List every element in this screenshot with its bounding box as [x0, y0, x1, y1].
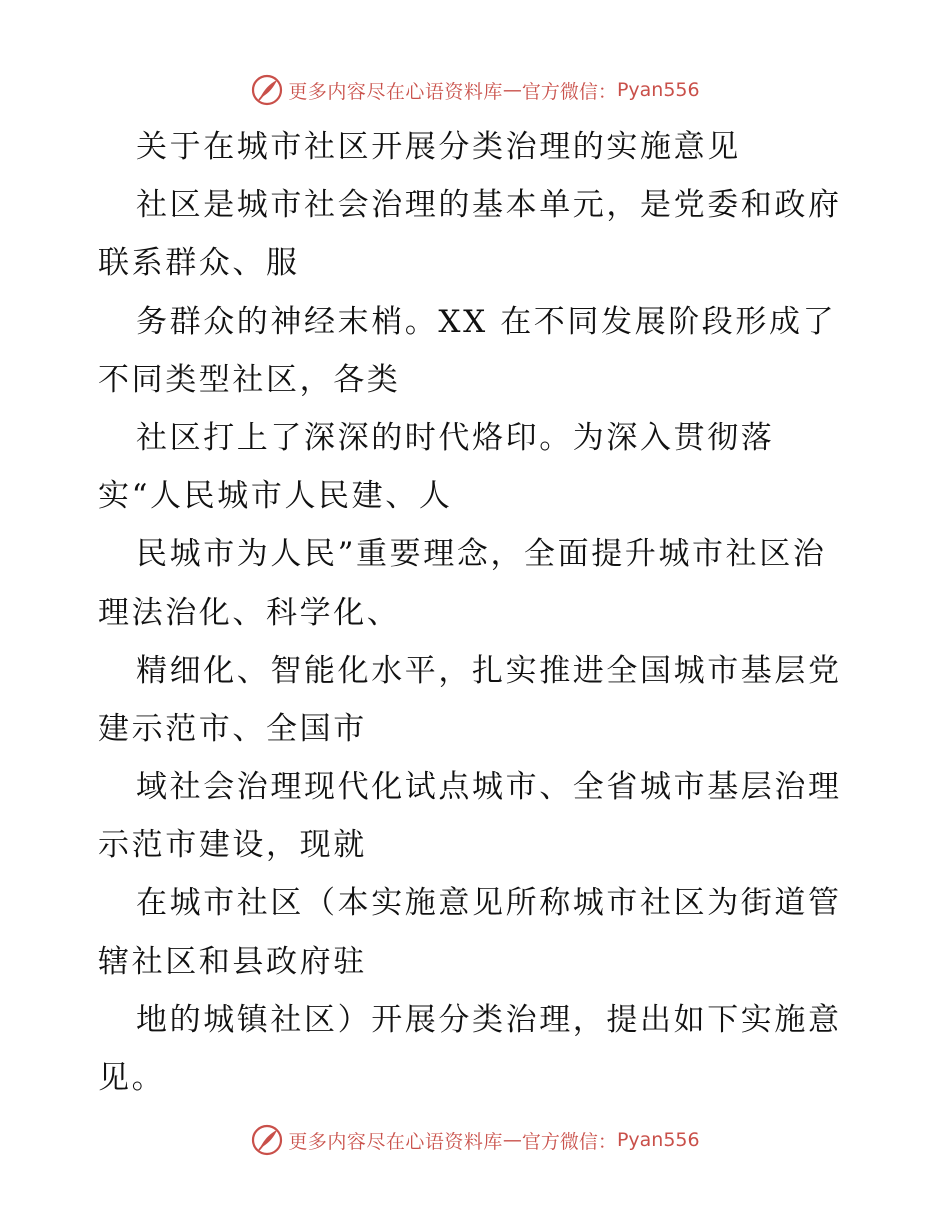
- footer-watermark: [0, 1120, 950, 1160]
- paragraph-line: 精细化、智能化水平，扎实推进全国城市基层党: [136, 652, 842, 689]
- paragraph-line: 辖社区和县政府驻: [98, 943, 367, 980]
- paragraph-line: 不同类型社区，各类: [98, 361, 401, 398]
- paragraph-line: 社区是城市社会治理的基本单元，是党委和政府: [136, 187, 842, 224]
- document-title: 关于在城市社区开展分类治理的实施意见: [136, 129, 741, 165]
- paragraph-line: 建示范市、全国市: [98, 710, 367, 747]
- quill-logo-icon: [250, 73, 284, 107]
- watermark-label: 官方微信：: [521, 80, 617, 103]
- header-watermark: [0, 70, 950, 110]
- paragraph-line: 社区打上了深深的时代烙印。为深入贯彻落: [136, 419, 775, 456]
- watermark-wechat-id: Pyan556: [616, 79, 700, 101]
- paragraph-line: 理法治化、科学化、: [98, 594, 401, 631]
- watermark-text: 更多内容尽在心语资料库: [288, 1130, 503, 1153]
- watermark-dash: —: [502, 1129, 522, 1151]
- paragraph-line: 联系群众、服: [98, 245, 300, 282]
- paragraph-line: 务群众的神经末梢。XX 在不同发展阶段形成了: [136, 303, 837, 340]
- paragraph-line: 在城市社区（本实施意见所称城市社区为街道管: [136, 885, 842, 922]
- watermark-text: 更多内容尽在心语资料库: [288, 80, 503, 103]
- watermark-wechat-id: Pyan556: [616, 1129, 700, 1151]
- paragraph-line: 实“人民城市人民建、人: [98, 478, 453, 515]
- document-body: [98, 118, 858, 1107]
- watermark-label: 官方微信：: [521, 1130, 617, 1153]
- paragraph-line: 地的城镇社区）开展分类治理，提出如下实施意: [136, 1001, 842, 1038]
- paragraph-line: 民城市为人民”重要理念，全面提升城市社区治: [136, 536, 827, 573]
- watermark-dash: —: [502, 79, 522, 101]
- paragraph-line: 域社会治理现代化试点城市、全省城市基层治理: [136, 769, 842, 806]
- paragraph-line: 示范市建设，现就: [98, 827, 367, 864]
- quill-logo-icon: [250, 1123, 284, 1157]
- paragraph-line: 见。: [98, 1060, 166, 1096]
